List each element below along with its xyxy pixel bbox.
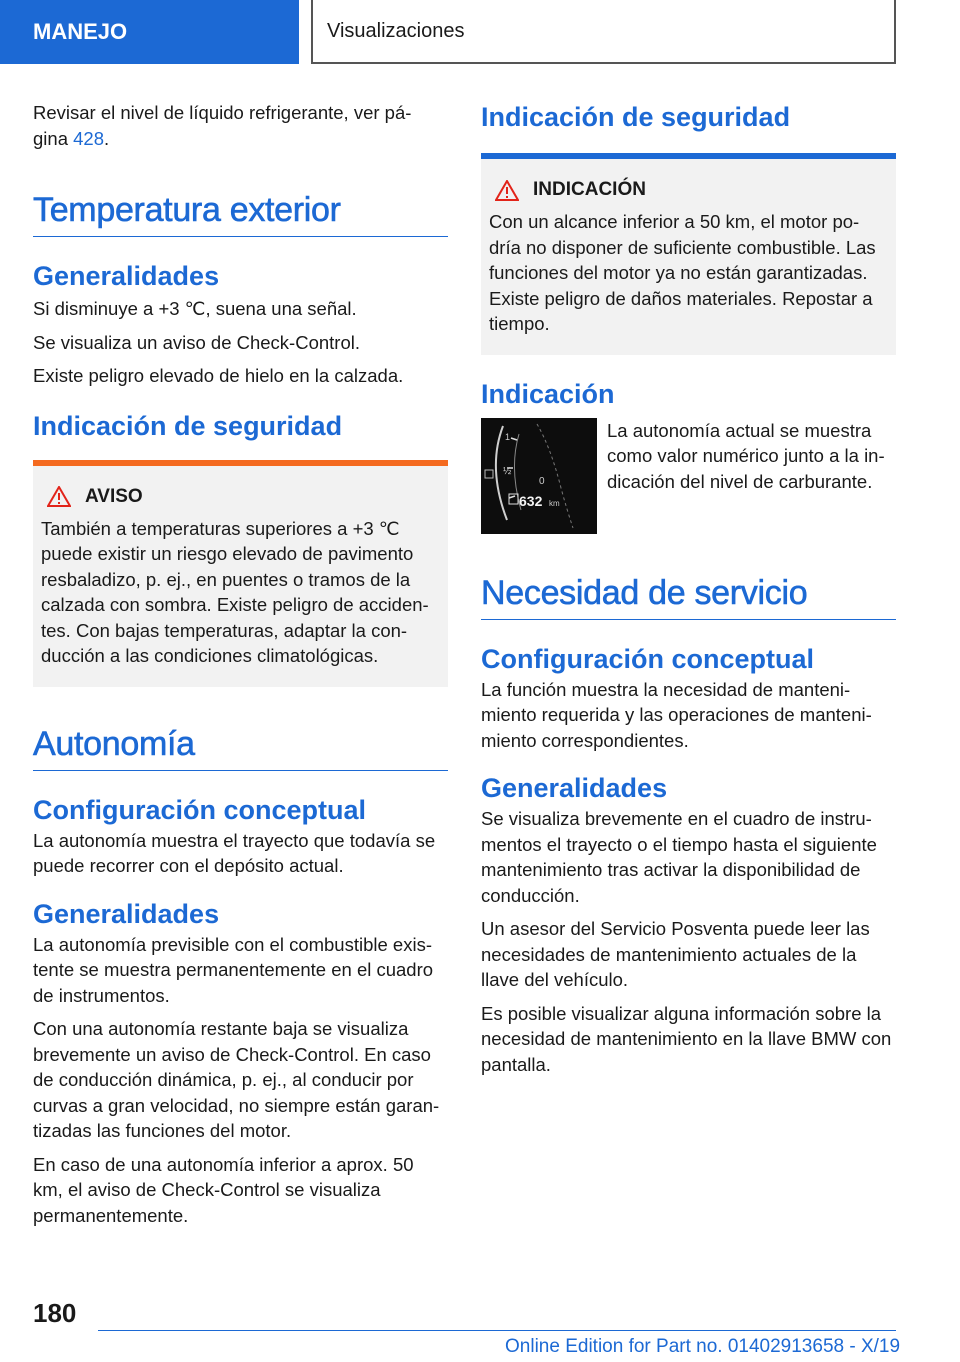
- heading-generalidades: Generalidades: [481, 773, 668, 803]
- heading-necesidad-servicio: Necesidad de servicio: [481, 574, 896, 620]
- heading-generalidades: Generalidades: [33, 261, 220, 291]
- warning-icon: [47, 486, 71, 507]
- right-column: [481, 100, 896, 1085]
- footer-divider: [98, 1330, 896, 1331]
- edition-note: Online Edition for Part no. 01402913658 - X/19: [505, 1336, 901, 1357]
- paragraph: Si disminuye a +3 ℃, suena una señal.: [33, 298, 357, 319]
- heading-indicacion: Indicación: [481, 378, 615, 409]
- warning-title: AVISO: [41, 486, 440, 508]
- warning-icon: [495, 180, 519, 201]
- warning-text: También a temperaturas superiores a +3 ℃ puede existir un riesgo elevado de pavimento resbaladizo, p. ej., en puentes o tramos de la calzada con sombra. Existe peligro de acciden-tes. Con bajas temperaturas, adaptar la con-ducción a las condiciones climatológicas.: [41, 517, 429, 666]
- paragraph: En caso de una autonomía inferior a aprox. 50 km, el aviso de Check-Control se visualiza permanentemente.: [33, 1153, 414, 1226]
- heading-configuracion-conceptual: Configuración conceptual: [33, 794, 367, 825]
- page-link[interactable]: 428: [73, 127, 104, 149]
- heading-generalidades: Generalidades: [33, 898, 220, 929]
- chapter-title: Visualizaciones: [327, 19, 465, 42]
- paragraph: Con una autonomía restante baja se visualiza brevemente un aviso de Check-Control. En caso de conducción dinámica, p. ej., al conducir por curvas a gran velocidad, no siempre están garan-tizadas las funciones del motor.: [33, 1018, 440, 1141]
- paragraph: Se visualiza brevemente en el cuadro de instru-mentos el trayecto o el tiempo hasta el siguiente mantenimiento tras activar la disponibilidad de conducción.: [481, 808, 877, 906]
- page-number: 180: [33, 1298, 77, 1328]
- gauge-mark-half: ½: [503, 465, 512, 477]
- paragraph: Existe peligro elevado de hielo en la calzada.: [33, 365, 404, 386]
- paragraph: Se visualiza un aviso de Check-Control.: [33, 331, 360, 353]
- heading-indicacion-seguridad: Indicación de seguridad: [33, 410, 343, 441]
- left-column: [33, 100, 448, 1236]
- heading-autonomia: Autonomía: [33, 725, 448, 771]
- range-unit: km: [549, 498, 560, 508]
- section-tab: [0, 0, 299, 64]
- heading-indicacion-seguridad: Indicación de seguridad: [481, 102, 791, 132]
- heading-configuracion-conceptual: Configuración conceptual: [481, 643, 815, 674]
- gauge-mark-empty: 0: [539, 475, 545, 487]
- chapter-header: [311, 0, 896, 64]
- indicacion-text: La autonomía actual se muestra como valor numérico junto a la in-dicación del nivel de carburante.: [607, 419, 885, 492]
- intro-text: Revisar el nivel de líquido refrigerante, ver pá- gina 428.: [33, 102, 412, 149]
- warning-box: [33, 466, 448, 687]
- notice-box: [481, 159, 896, 355]
- fuel-gauge-image: [481, 418, 597, 534]
- paragraph: Un asesor del Servicio Posventa puede leer las necesidades de mantenimiento actuales de la llave del vehículo.: [481, 918, 870, 990]
- paragraph: La autonomía previsible con el combustible exis-tente se muestra permanentemente en el cuadro de instrumentos.: [33, 933, 434, 1006]
- paragraph: Es posible visualizar alguna información sobre la necesidad de mantenimiento en la llave BMW con pantalla.: [481, 1002, 892, 1075]
- notice-title: INDICACIÓN: [489, 179, 888, 201]
- section-label: MANEJO: [33, 19, 128, 44]
- paragraph: La función muestra la necesidad de manteni-miento requerida y las operaciones de manteni-miento correspondientes.: [481, 678, 872, 751]
- gauge-mark-full: 1: [505, 431, 511, 442]
- indicacion-row: [481, 418, 896, 534]
- notice-text: Con un alcance inferior a 50 km, el motor po-dría no disponer de suficiente combustible. Las funciones del motor ya no están garantizadas. Existe peligro de daños materiales. Repostar a tiempo.: [489, 211, 876, 334]
- range-value: 632: [519, 492, 543, 509]
- paragraph: La autonomía muestra el trayecto que todavía se puede recorrer con el depósito actual.: [33, 829, 436, 876]
- heading-temperatura-exterior: Temperatura exterior: [33, 191, 448, 237]
